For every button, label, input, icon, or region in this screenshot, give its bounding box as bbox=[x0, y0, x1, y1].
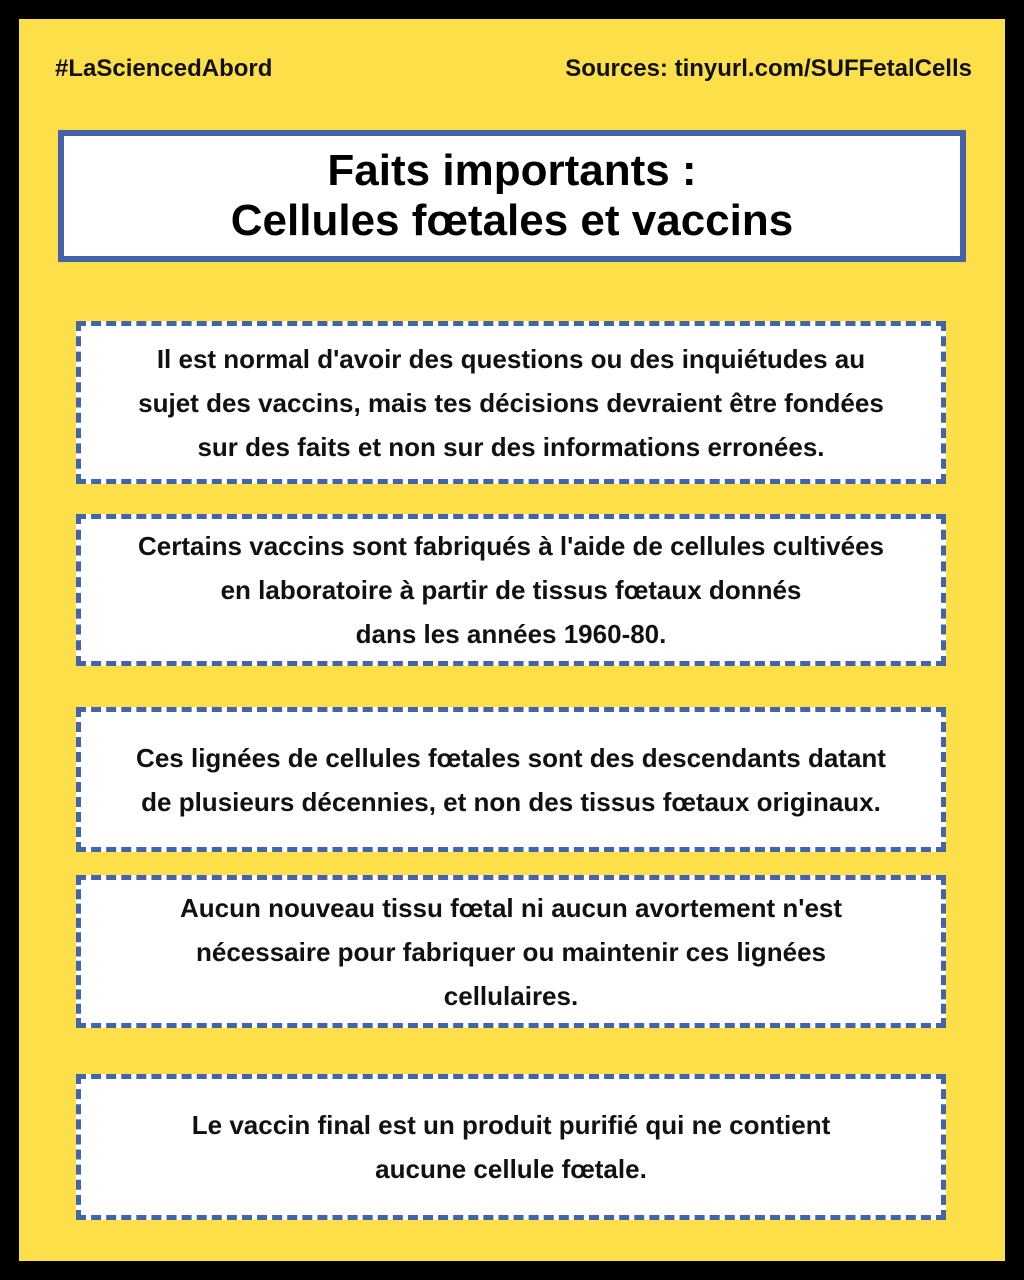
fact-1-line-2: sujet des vaccins, mais tes décisions devraient être fondées bbox=[138, 387, 884, 418]
fact-4-line-2: nécessaire pour fabriquer ou maintenir ces lignées bbox=[196, 936, 826, 967]
fact-4-line-1: Aucun nouveau tissu fœtal ni aucun avortement n'est bbox=[179, 892, 843, 923]
fact-box-2 bbox=[76, 514, 946, 666]
fact-text-2 bbox=[138, 524, 884, 656]
title-box bbox=[58, 130, 966, 262]
fact-box-4 bbox=[76, 875, 946, 1028]
poster bbox=[19, 19, 1005, 1261]
fact-3-line-1: Ces lignées de cellules fœtales sont des descendants datant bbox=[136, 742, 886, 773]
fact-2-line-2: en laboratoire à partir de tissus fœtaux donnés bbox=[220, 575, 802, 605]
fact-box-3 bbox=[76, 707, 946, 852]
fact-text-4 bbox=[180, 886, 842, 1018]
fact-text-3 bbox=[136, 736, 886, 824]
fact-text-5 bbox=[192, 1103, 831, 1191]
title-line-2: Cellules fœtales et vaccins bbox=[230, 196, 794, 245]
fact-box-5 bbox=[76, 1074, 946, 1220]
title-line-1: Faits importants : bbox=[327, 146, 697, 195]
fact-2-line-3: dans les années 1960-80. bbox=[355, 619, 667, 649]
hashtag: #LaSciencedAbord bbox=[55, 55, 273, 82]
fact-2-line-1: Certains vaccins sont fabriqués à l'aide de cellules cultivées bbox=[137, 531, 885, 561]
fact-1-line-1: Il est normal d'avoir des questions ou des inquiétudes au bbox=[156, 343, 866, 374]
fact-5-line-1: Le vaccin final est un produit purifié qui ne contient bbox=[191, 1110, 831, 1140]
fact-4-line-3: cellulaires. bbox=[443, 980, 579, 1011]
fact-5-line-2: aucune cellule fœtale. bbox=[375, 1154, 647, 1184]
fact-box-1 bbox=[76, 321, 946, 484]
fact-text-1 bbox=[138, 337, 884, 469]
sources-link[interactable]: Sources: tinyurl.com/SUFFetalCells bbox=[565, 55, 972, 82]
fact-1-line-3: sur des faits et non sur des informations erronées. bbox=[197, 431, 825, 462]
fact-3-line-2: de plusieurs décennies, et non des tissus fœtaux originaux. bbox=[141, 786, 881, 817]
